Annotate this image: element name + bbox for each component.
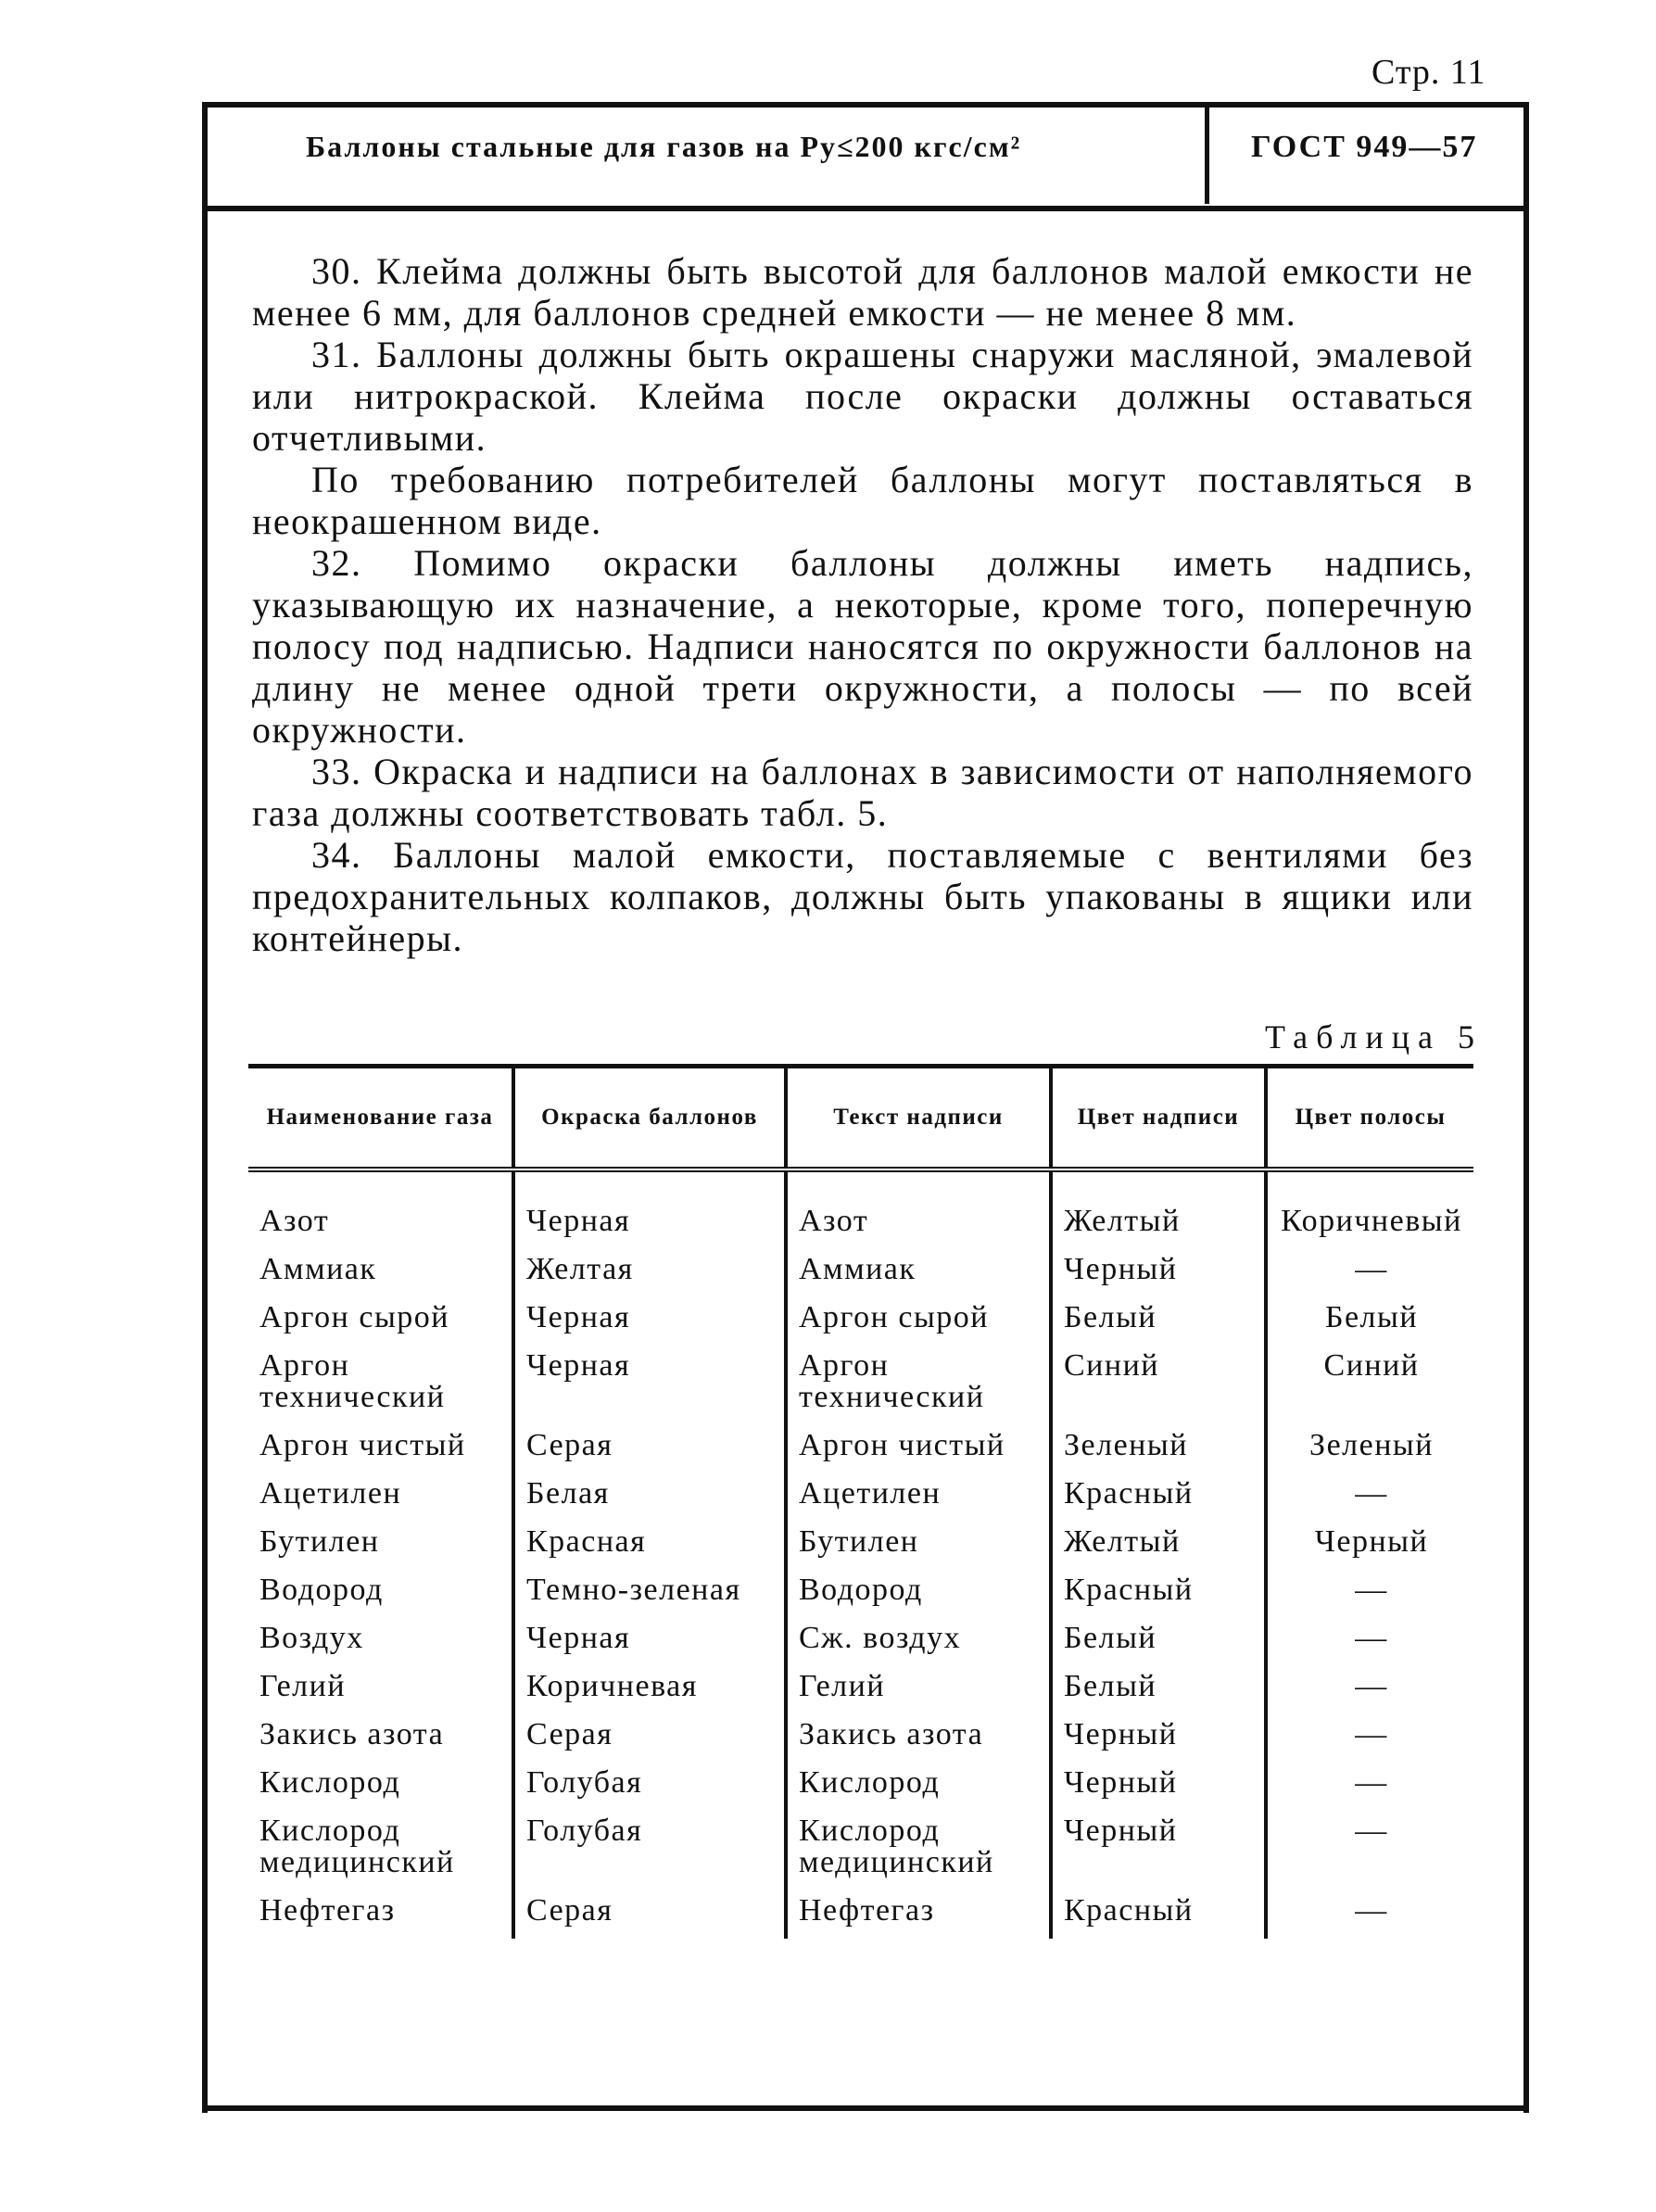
cell-text: Аргон чистый (259, 1428, 466, 1462)
inscription-text-cell (786, 1763, 1051, 1811)
cylinder-color-cell (513, 1346, 786, 1425)
inscription-text-cell (786, 1890, 1051, 1939)
gas-name-cell (248, 1169, 513, 1249)
cell-text: Ацетилен (259, 1476, 402, 1510)
standard-number: ГОСТ 949—57 (1251, 130, 1478, 164)
table-row (248, 1425, 1473, 1473)
gas-name-cell (248, 1346, 513, 1425)
header-inscription-text: Текст надписи (786, 1067, 1051, 1170)
cylinder-color-cell (513, 1811, 786, 1890)
stripe-color-cell (1266, 1169, 1473, 1249)
inscription-text-cell (786, 1297, 1051, 1346)
cell-text: Аргон технический (799, 1348, 985, 1414)
cylinder-color-cell (513, 1169, 786, 1249)
header-stripe-color: Цвет полосы (1266, 1067, 1473, 1170)
inscription-color-cell (1051, 1811, 1266, 1890)
cell-text: Нефтегаз (259, 1893, 396, 1928)
cell-text: Красный (1064, 1893, 1194, 1928)
table-row (248, 1763, 1473, 1811)
cell-text: Красный (1064, 1573, 1194, 1607)
cell-text: Серая (526, 1893, 613, 1928)
cell-text: Гелий (799, 1669, 886, 1703)
table-row (248, 1666, 1473, 1714)
stripe-color-cell (1266, 1618, 1473, 1666)
cylinder-color-cell (513, 1522, 786, 1570)
cell-text: Голубая (526, 1814, 643, 1848)
table-row (248, 1714, 1473, 1763)
cylinder-color-cell (513, 1249, 786, 1297)
gas-name-cell (248, 1666, 513, 1714)
gas-name-cell (248, 1522, 513, 1570)
stripe-color-cell (1266, 1714, 1473, 1763)
cell-text: — (1355, 1252, 1388, 1286)
cell-text: Водород (799, 1573, 923, 1607)
stripe-color-cell (1266, 1522, 1473, 1570)
cell-text: Воздух (259, 1621, 364, 1655)
cell-text: Аргон чистый (799, 1428, 1005, 1462)
cell-text: Черная (526, 1204, 631, 1238)
cell-text: Аммиак (259, 1252, 377, 1286)
cell-text: Желтый (1064, 1524, 1181, 1559)
inscription-text-cell (786, 1425, 1051, 1473)
gas-name-cell (248, 1425, 513, 1473)
inscription-color-cell (1051, 1714, 1266, 1763)
gas-name-cell (248, 1297, 513, 1346)
table-row (248, 1249, 1473, 1297)
cell-text: Зеленый (1309, 1428, 1434, 1462)
cell-text: Сж. воздух (799, 1621, 962, 1655)
inscription-text-cell (786, 1346, 1051, 1425)
cell-text: — (1355, 1476, 1388, 1510)
cell-text: Черный (1314, 1524, 1429, 1559)
cell-text: — (1355, 1893, 1388, 1928)
inscription-color-cell (1051, 1425, 1266, 1473)
gas-name-cell (248, 1763, 513, 1811)
cell-text: Черный (1064, 1252, 1178, 1286)
cell-text: Белый (1064, 1300, 1157, 1334)
cylinder-color-cell (513, 1570, 786, 1618)
table-body (248, 1169, 1473, 1939)
frame-left-border (202, 102, 208, 2113)
table-row (248, 1297, 1473, 1346)
cell-text: Азот (799, 1204, 869, 1238)
inscription-color-cell (1051, 1763, 1266, 1811)
cylinder-color-cell (513, 1297, 786, 1346)
cell-text: Закись азота (799, 1717, 984, 1751)
header-gas-name: Наименование газа (248, 1067, 513, 1170)
cell-text: Черный (1064, 1717, 1178, 1751)
inscription-color-cell (1051, 1890, 1266, 1939)
inscription-text-cell (786, 1618, 1051, 1666)
cell-text: Красная (526, 1524, 647, 1559)
cell-text: Белый (1324, 1300, 1419, 1334)
paragraph: По требованию потребителей баллоны могут поставляться в неокрашенном виде. (252, 459, 1473, 542)
stripe-color-cell (1266, 1425, 1473, 1473)
cell-text: Кислород медицинский (259, 1814, 455, 1879)
cell-text: Бутилен (259, 1524, 380, 1559)
cell-text: Черная (526, 1621, 631, 1655)
table-row (248, 1169, 1473, 1249)
cell-text: Аммиак (799, 1252, 916, 1286)
inscription-text-cell (786, 1570, 1051, 1618)
cylinder-color-cell (513, 1714, 786, 1763)
cell-text: Кислород медицинский (799, 1814, 994, 1879)
cylinder-color-cell (513, 1890, 786, 1939)
frame-right-border (1523, 102, 1529, 2113)
header-inscription-color: Цвет надписи (1051, 1067, 1266, 1170)
inscription-text-cell (786, 1169, 1051, 1249)
cell-text: Черный (1064, 1765, 1178, 1800)
cell-text: Серая (526, 1428, 613, 1462)
inscription-text-cell (786, 1522, 1051, 1570)
page-number: Стр. 11 (1372, 53, 1486, 92)
gas-name-cell (248, 1890, 513, 1939)
cell-text: Коричневый (1281, 1204, 1462, 1238)
cell-text: — (1355, 1573, 1388, 1607)
cell-text: Белый (1064, 1669, 1157, 1703)
stripe-color-cell (1266, 1570, 1473, 1618)
cell-text: Синий (1323, 1348, 1420, 1383)
table-row (248, 1618, 1473, 1666)
cell-text: Гелий (259, 1669, 347, 1703)
cylinder-color-cell (513, 1666, 786, 1714)
gas-name-cell (248, 1811, 513, 1890)
cell-text: Азот (259, 1204, 330, 1238)
cell-text: Аргон технический (259, 1348, 446, 1414)
inscription-color-cell (1051, 1249, 1266, 1297)
cell-text: Кислород (799, 1765, 941, 1800)
inscription-text-cell (786, 1249, 1051, 1297)
header-cylinder-color: Окраска баллонов (513, 1067, 786, 1170)
inscription-text-cell (786, 1714, 1051, 1763)
gas-name-cell (248, 1249, 513, 1297)
inscription-text-cell (786, 1473, 1051, 1522)
paragraph: 34. Баллоны малой емкости, поставляемые с вентилями без предохранительных колпаков, должны быть упакованы в ящики или контейнеры. (252, 834, 1473, 959)
stripe-color-cell (1266, 1763, 1473, 1811)
table-row (248, 1522, 1473, 1570)
inscription-color-cell (1051, 1522, 1266, 1570)
cylinder-color-cell (513, 1473, 786, 1522)
stripe-color-cell (1266, 1890, 1473, 1939)
table-row (248, 1890, 1473, 1939)
cell-text: — (1355, 1717, 1388, 1751)
table-row (248, 1473, 1473, 1522)
inscription-text-cell (786, 1666, 1051, 1714)
inscription-color-cell (1051, 1297, 1266, 1346)
header-rule (208, 206, 1523, 211)
inscription-color-cell (1051, 1346, 1266, 1425)
cell-text: Коричневая (526, 1669, 698, 1703)
body-text (252, 250, 1473, 959)
frame-top-border (202, 102, 1529, 107)
table-row (248, 1570, 1473, 1618)
inscription-color-cell (1051, 1169, 1266, 1249)
stripe-color-cell (1266, 1666, 1473, 1714)
stripe-color-cell (1266, 1249, 1473, 1297)
table-row (248, 1811, 1473, 1890)
paragraph: 33. Окраска и надписи на баллонах в зависимости от наполняемого газа должны соответствовать табл. 5. (252, 751, 1473, 834)
cell-text: Красный (1064, 1476, 1194, 1510)
paragraph: 30. Клейма должны быть высотой для баллонов малой емкости не менее 6 мм, для баллонов средней емкости — не менее 8 мм. (252, 250, 1473, 334)
frame-bottom-border (202, 2105, 1529, 2111)
cell-text: Желтый (1064, 1204, 1181, 1238)
cell-text: Черная (526, 1348, 631, 1383)
gas-name-cell (248, 1618, 513, 1666)
paragraph: 32. Помимо окраски баллоны должны иметь надпись, указывающую их назначение, а некоторые, кроме того, поперечную полосу под надписью. Надписи наносятся по окружности баллонов на длину не менее одной трети окружности, а полосы — по всей окружности. (252, 542, 1473, 751)
gas-name-cell (248, 1714, 513, 1763)
cell-text: Ацетилен (799, 1476, 942, 1510)
cell-text: Черный (1064, 1814, 1178, 1848)
cell-text: — (1355, 1669, 1388, 1703)
cell-text: Аргон сырой (259, 1300, 449, 1334)
inscription-color-cell (1051, 1666, 1266, 1714)
cell-text: Закись азота (259, 1717, 445, 1751)
inscription-color-cell (1051, 1618, 1266, 1666)
cell-text: — (1355, 1621, 1388, 1655)
cell-text: Белый (1064, 1621, 1157, 1655)
cell-text: Зеленый (1064, 1428, 1188, 1462)
cell-text: Черная (526, 1300, 631, 1334)
stripe-color-cell (1266, 1473, 1473, 1522)
cell-text: Синий (1064, 1348, 1159, 1383)
stripe-color-cell (1266, 1346, 1473, 1425)
gas-name-cell (248, 1473, 513, 1522)
stripe-color-cell (1266, 1811, 1473, 1890)
cell-text: Голубая (526, 1765, 643, 1800)
inscription-color-cell (1051, 1473, 1266, 1522)
cell-text: Желтая (526, 1252, 634, 1286)
cylinder-color-cell (513, 1618, 786, 1666)
cell-text: Белая (526, 1476, 610, 1510)
cell-text: Серая (526, 1717, 613, 1751)
cell-text: — (1355, 1814, 1388, 1848)
paragraph: 31. Баллоны должны быть окрашены снаружи масляной, эмалевой или нитрокраской. Клейма после окраски должны оставаться отчетливыми. (252, 334, 1473, 459)
document-title: Баллоны стальные для газов на Pу≤200 кгс/см² (306, 130, 1022, 163)
cell-text: Темно-зеленая (526, 1573, 741, 1607)
table-header-row (248, 1067, 1473, 1170)
stripe-color-cell (1266, 1297, 1473, 1346)
cylinder-color-cell (513, 1763, 786, 1811)
cell-text: — (1355, 1765, 1388, 1800)
inscription-text-cell (786, 1811, 1051, 1890)
cell-text: Нефтегаз (799, 1893, 935, 1928)
cell-text: Аргон сырой (799, 1300, 989, 1334)
inscription-color-cell (1051, 1570, 1266, 1618)
cell-text: Водород (259, 1573, 384, 1607)
table-caption: Таблица 5 (1265, 1018, 1483, 1055)
table-row (248, 1346, 1473, 1425)
header-separator (1205, 107, 1209, 204)
gas-cylinder-table (248, 1064, 1473, 1939)
gas-name-cell (248, 1570, 513, 1618)
cylinder-color-cell (513, 1425, 786, 1473)
cell-text: Бутилен (799, 1524, 919, 1559)
cell-text: Кислород (259, 1765, 401, 1800)
